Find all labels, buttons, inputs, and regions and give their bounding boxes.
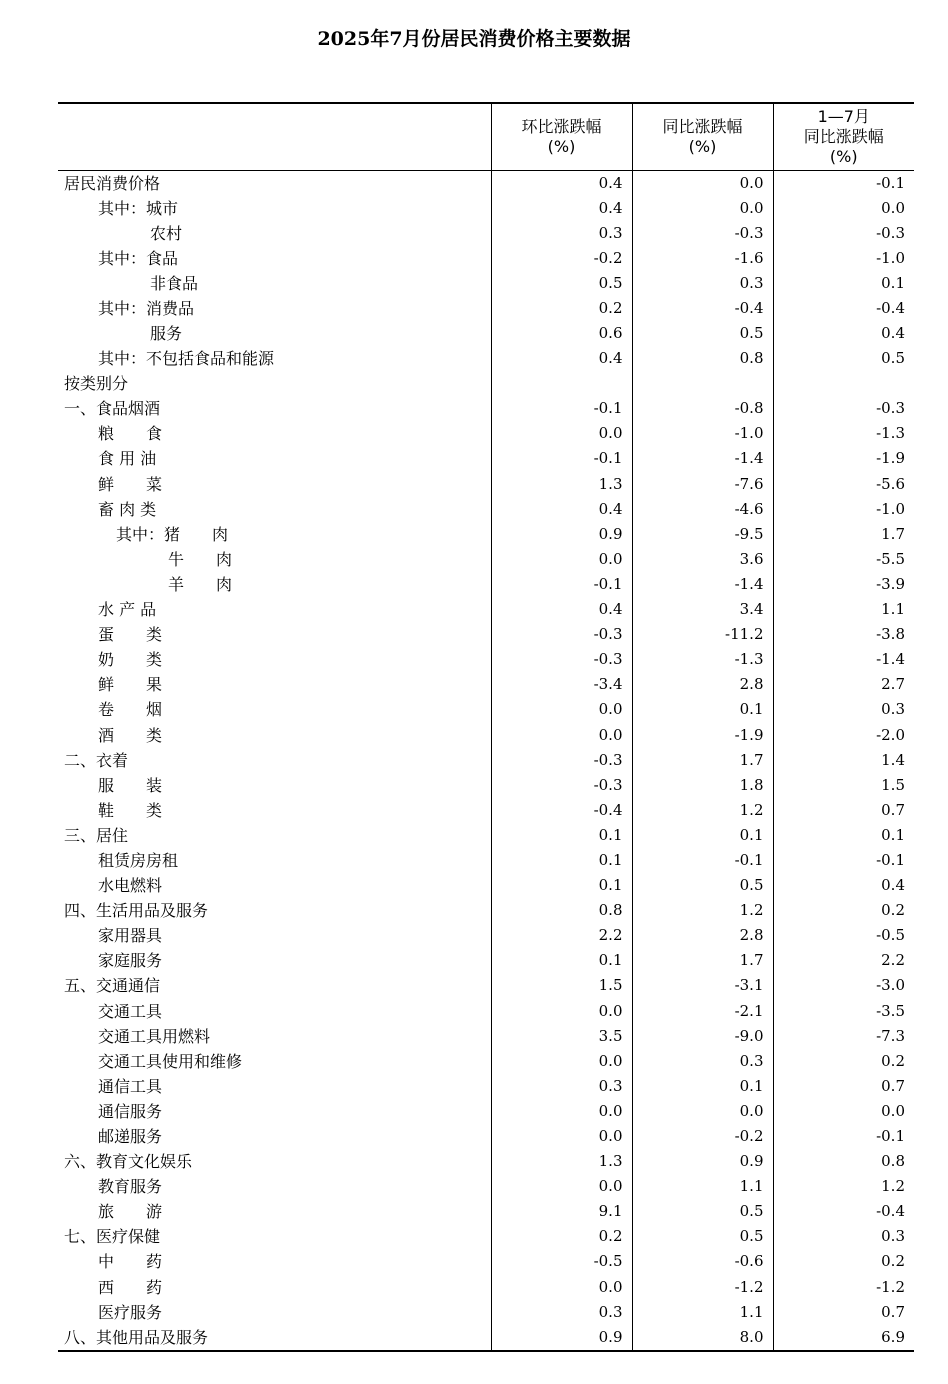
cell-ytd: -1.0	[773, 246, 914, 271]
cell-yoy: -3.1	[632, 973, 773, 998]
cell-ytd: 0.4	[773, 321, 914, 346]
cell-yoy: 0.5	[632, 1224, 773, 1249]
cell-mom: 0.4	[491, 196, 632, 221]
header-yoy-line1: 同比涨跌幅	[662, 116, 743, 136]
row-label: 中 药	[98, 1252, 163, 1272]
table-row	[58, 497, 914, 522]
row-label: 农村	[150, 223, 183, 243]
table-row	[58, 1224, 914, 1249]
cell-yoy: 0.8	[632, 346, 773, 371]
header-item	[58, 103, 491, 170]
cell-ytd: -1.4	[773, 647, 914, 672]
cell-ytd: 0.4	[773, 873, 914, 898]
cell-mom: 0.4	[491, 597, 632, 622]
cell-mom: -0.2	[491, 246, 632, 271]
cell-yoy: 1.7	[632, 948, 773, 973]
row-label: 水 产 品	[98, 600, 157, 620]
header-mom-line1: 环比涨跌幅	[521, 116, 602, 136]
table-row	[58, 472, 914, 497]
cell-mom: 0.0	[491, 421, 632, 446]
cell-yoy: -9.5	[632, 522, 773, 547]
table-header-row	[58, 103, 914, 170]
cell-mom: 0.0	[491, 1275, 632, 1300]
cell-yoy: 1.8	[632, 773, 773, 798]
cell-mom: 0.9	[491, 522, 632, 547]
row-label: 服 装	[98, 775, 163, 795]
cell-mom: 0.4	[491, 170, 632, 196]
table-row	[58, 973, 914, 998]
row-label: 居民消费价格	[64, 173, 161, 193]
table-row	[58, 1199, 914, 1224]
cell-yoy	[632, 371, 773, 396]
cell-mom: 0.0	[491, 1099, 632, 1124]
row-label: 旅 游	[98, 1202, 163, 1222]
cell-ytd: 0.7	[773, 1074, 914, 1099]
cell-yoy: 1.7	[632, 748, 773, 773]
cell-mom: -3.4	[491, 672, 632, 697]
row-label: 鲜 果	[98, 675, 163, 695]
table-row	[58, 296, 914, 321]
cell-mom: -0.1	[491, 446, 632, 471]
cell-yoy: -7.6	[632, 472, 773, 497]
cell-mom: 0.1	[491, 823, 632, 848]
cell-ytd: 0.1	[773, 271, 914, 296]
cell-yoy: -9.0	[632, 1024, 773, 1049]
table-row	[58, 798, 914, 823]
cell-ytd: -1.9	[773, 446, 914, 471]
cell-yoy: -1.2	[632, 1275, 773, 1300]
cell-ytd: 1.2	[773, 1174, 914, 1199]
cell-yoy: 1.1	[632, 1174, 773, 1199]
cell-ytd: 0.2	[773, 1249, 914, 1274]
cell-ytd: 0.7	[773, 1300, 914, 1325]
cell-yoy: 0.3	[632, 271, 773, 296]
row-label: 其中：猪 肉	[116, 524, 229, 544]
cell-yoy: -11.2	[632, 622, 773, 647]
row-label: 羊 肉	[168, 574, 233, 594]
cell-mom: 0.5	[491, 271, 632, 296]
cell-ytd: -1.2	[773, 1275, 914, 1300]
row-label: 邮递服务	[98, 1127, 163, 1147]
cell-mom: 0.0	[491, 722, 632, 747]
cell-mom: -0.3	[491, 622, 632, 647]
row-label: 交通工具使用和维修	[98, 1051, 243, 1071]
table-row	[58, 647, 914, 672]
cell-ytd: 1.5	[773, 773, 914, 798]
row-label: 三、居住	[64, 825, 129, 845]
header-ytd-line2: 同比涨跌幅	[803, 126, 884, 146]
table-row	[58, 196, 914, 221]
cell-yoy: 1.2	[632, 898, 773, 923]
header-ytd	[773, 103, 914, 170]
row-label: 家用器具	[98, 926, 163, 946]
table-row	[58, 898, 914, 923]
cell-ytd: -1.3	[773, 421, 914, 446]
cell-ytd: 0.2	[773, 1049, 914, 1074]
cell-mom: 2.2	[491, 923, 632, 948]
row-label: 七、医疗保健	[64, 1227, 161, 1247]
row-label: 一、食品烟酒	[64, 399, 161, 419]
row-label: 医疗服务	[98, 1302, 163, 1322]
cell-mom: -0.3	[491, 773, 632, 798]
cell-yoy: 1.1	[632, 1300, 773, 1325]
cell-ytd: -3.8	[773, 622, 914, 647]
cell-ytd: 1.7	[773, 522, 914, 547]
table-row	[58, 1024, 914, 1049]
table-row	[58, 1074, 914, 1099]
cell-yoy: 0.5	[632, 873, 773, 898]
cell-yoy: 1.2	[632, 798, 773, 823]
cell-mom: 0.2	[491, 1224, 632, 1249]
cell-yoy: -0.2	[632, 1124, 773, 1149]
row-label: 鞋 类	[98, 800, 163, 820]
header-mom-line2: (%)	[547, 136, 576, 156]
cell-mom: 0.1	[491, 948, 632, 973]
cell-ytd: -3.9	[773, 572, 914, 597]
cell-yoy: -0.4	[632, 296, 773, 321]
cell-mom: 0.4	[491, 346, 632, 371]
header-yoy	[632, 103, 773, 170]
row-label: 其中：消费品	[98, 298, 195, 318]
cell-yoy: 0.9	[632, 1149, 773, 1174]
table-row	[58, 622, 914, 647]
cell-ytd: 0.3	[773, 697, 914, 722]
row-label: 西 药	[98, 1277, 163, 1297]
cell-ytd: -0.5	[773, 923, 914, 948]
table-row	[58, 522, 914, 547]
table-row	[58, 371, 914, 396]
table-row	[58, 1275, 914, 1300]
cell-yoy: -2.1	[632, 999, 773, 1024]
cell-ytd: -1.0	[773, 497, 914, 522]
table-row	[58, 823, 914, 848]
table-row	[58, 948, 914, 973]
cell-mom: 0.3	[491, 1300, 632, 1325]
cell-yoy: -1.6	[632, 246, 773, 271]
cell-ytd: -0.4	[773, 1199, 914, 1224]
table-row	[58, 421, 914, 446]
header-ytd-line3: (%)	[829, 146, 858, 166]
table-row	[58, 170, 914, 196]
table-row	[58, 1174, 914, 1199]
cell-mom: 0.6	[491, 321, 632, 346]
cell-yoy: -1.0	[632, 421, 773, 446]
cell-mom: 0.4	[491, 497, 632, 522]
cell-ytd	[773, 371, 914, 396]
cell-mom: -0.5	[491, 1249, 632, 1274]
cell-mom: 0.1	[491, 848, 632, 873]
cell-ytd: 0.8	[773, 1149, 914, 1174]
cell-mom: 0.0	[491, 547, 632, 572]
table-row	[58, 597, 914, 622]
page-title: 2025年7月份居民消费价格主要数据	[317, 28, 631, 50]
row-label: 粮 食	[98, 424, 163, 444]
row-label: 酒 类	[98, 725, 163, 745]
cell-yoy: 8.0	[632, 1325, 773, 1351]
cell-ytd: -0.3	[773, 396, 914, 421]
table-row	[58, 446, 914, 471]
table-row	[58, 697, 914, 722]
table-row	[58, 1099, 914, 1124]
cell-mom: 1.3	[491, 1149, 632, 1174]
row-label: 非食品	[150, 273, 199, 293]
table-row	[58, 748, 914, 773]
row-label: 蛋 类	[98, 625, 163, 645]
cell-mom: 0.3	[491, 1074, 632, 1099]
row-label: 交通工具用燃料	[98, 1026, 211, 1046]
cell-mom: 3.5	[491, 1024, 632, 1049]
cell-mom: 0.0	[491, 999, 632, 1024]
table-row	[58, 848, 914, 873]
cell-mom: 0.0	[491, 1124, 632, 1149]
row-label: 家庭服务	[98, 951, 163, 971]
cell-yoy: -1.3	[632, 647, 773, 672]
row-label: 按类别分	[64, 374, 129, 394]
row-label: 四、生活用品及服务	[64, 901, 209, 921]
cell-yoy: -0.6	[632, 1249, 773, 1274]
cell-yoy: 3.6	[632, 547, 773, 572]
cell-mom: 1.3	[491, 472, 632, 497]
row-label: 水电燃料	[98, 876, 163, 896]
cell-ytd: -7.3	[773, 1024, 914, 1049]
table-row	[58, 1249, 914, 1274]
cell-yoy: 0.1	[632, 823, 773, 848]
cell-ytd: -5.6	[773, 472, 914, 497]
cell-yoy: 0.5	[632, 1199, 773, 1224]
cell-ytd: 2.2	[773, 948, 914, 973]
cell-mom	[491, 371, 632, 396]
cell-yoy: 3.4	[632, 597, 773, 622]
row-label: 租赁房房租	[98, 850, 179, 870]
table-row	[58, 572, 914, 597]
cell-ytd: 0.0	[773, 1099, 914, 1124]
row-label: 通信服务	[98, 1101, 163, 1121]
table-row	[58, 672, 914, 697]
cell-ytd: -0.3	[773, 221, 914, 246]
table-row	[58, 1049, 914, 1074]
cell-mom: -0.3	[491, 647, 632, 672]
cell-ytd: -0.1	[773, 170, 914, 196]
cell-mom: 1.5	[491, 973, 632, 998]
cell-ytd: 0.1	[773, 823, 914, 848]
row-label: 其中：食品	[98, 248, 179, 268]
row-label: 卷 烟	[98, 700, 163, 720]
cell-yoy: 0.3	[632, 1049, 773, 1074]
cell-yoy: -0.1	[632, 848, 773, 873]
cell-yoy: 0.1	[632, 1074, 773, 1099]
cell-yoy: 2.8	[632, 923, 773, 948]
table-row	[58, 547, 914, 572]
cell-ytd: 0.0	[773, 196, 914, 221]
cell-ytd: -5.5	[773, 547, 914, 572]
row-label: 鲜 菜	[98, 474, 163, 494]
table-row	[58, 999, 914, 1024]
row-label: 六、教育文化娱乐	[64, 1152, 193, 1172]
cell-ytd: 0.2	[773, 898, 914, 923]
cell-yoy: 0.1	[632, 697, 773, 722]
cell-mom: -0.4	[491, 798, 632, 823]
cell-yoy: 2.8	[632, 672, 773, 697]
cell-yoy: -0.3	[632, 221, 773, 246]
table-row	[58, 1149, 914, 1174]
table-row	[58, 722, 914, 747]
row-label: 牛 肉	[168, 549, 233, 569]
row-label: 畜 肉 类	[98, 499, 157, 519]
cell-ytd: -3.5	[773, 999, 914, 1024]
row-label: 交通工具	[98, 1001, 163, 1021]
cell-yoy: 0.0	[632, 170, 773, 196]
table-row	[58, 1325, 914, 1351]
table-row	[58, 271, 914, 296]
header-mom	[491, 103, 632, 170]
cell-mom: 0.0	[491, 1049, 632, 1074]
table-row	[58, 221, 914, 246]
cell-yoy: -4.6	[632, 497, 773, 522]
cell-mom: 0.1	[491, 873, 632, 898]
cell-ytd: 1.1	[773, 597, 914, 622]
cell-ytd: -2.0	[773, 722, 914, 747]
cell-ytd: 6.9	[773, 1325, 914, 1351]
table-row	[58, 873, 914, 898]
cell-mom: 0.3	[491, 221, 632, 246]
cell-ytd: -0.1	[773, 1124, 914, 1149]
table-row	[58, 773, 914, 798]
cell-ytd: 0.5	[773, 346, 914, 371]
cell-ytd: -0.1	[773, 848, 914, 873]
row-label: 二、衣着	[64, 750, 129, 770]
table-row	[58, 346, 914, 371]
cell-yoy: 0.5	[632, 321, 773, 346]
row-label: 教育服务	[98, 1177, 163, 1197]
table-row	[58, 396, 914, 421]
row-label: 服务	[150, 324, 183, 344]
cell-ytd: 0.7	[773, 798, 914, 823]
row-label: 其中：城市	[98, 198, 179, 218]
row-label: 食 用 油	[98, 449, 157, 469]
cell-mom: -0.1	[491, 572, 632, 597]
cell-mom: -0.3	[491, 748, 632, 773]
table-row	[58, 923, 914, 948]
cell-yoy: 0.0	[632, 1099, 773, 1124]
cell-ytd: 1.4	[773, 748, 914, 773]
cell-mom: 0.0	[491, 1174, 632, 1199]
row-label: 通信工具	[98, 1076, 163, 1096]
cell-ytd: -3.0	[773, 973, 914, 998]
cell-mom: 0.0	[491, 697, 632, 722]
cell-mom: 9.1	[491, 1199, 632, 1224]
cell-yoy: -1.9	[632, 722, 773, 747]
cell-yoy: -1.4	[632, 572, 773, 597]
header-yoy-line2: (%)	[688, 136, 717, 156]
cell-yoy: -0.8	[632, 396, 773, 421]
cell-mom: 0.2	[491, 296, 632, 321]
table-row	[58, 246, 914, 271]
row-label: 其中：不包括食品和能源	[98, 349, 275, 369]
cell-yoy: -1.4	[632, 446, 773, 471]
row-label: 奶 类	[98, 650, 163, 670]
cell-yoy: 0.0	[632, 196, 773, 221]
header-ytd-line1: 1—7月	[817, 106, 870, 126]
cell-mom: -0.1	[491, 396, 632, 421]
table-row	[58, 1300, 914, 1325]
row-label: 五、交通通信	[64, 976, 161, 996]
cell-mom: 0.8	[491, 898, 632, 923]
cpi-table	[58, 102, 914, 1352]
cell-ytd: -0.4	[773, 296, 914, 321]
table-row	[58, 1124, 914, 1149]
row-label: 八、其他用品及服务	[58, 1325, 491, 1351]
cell-ytd: 2.7	[773, 672, 914, 697]
cell-mom: 0.9	[491, 1325, 632, 1351]
table-row	[58, 321, 914, 346]
cell-ytd: 0.3	[773, 1224, 914, 1249]
